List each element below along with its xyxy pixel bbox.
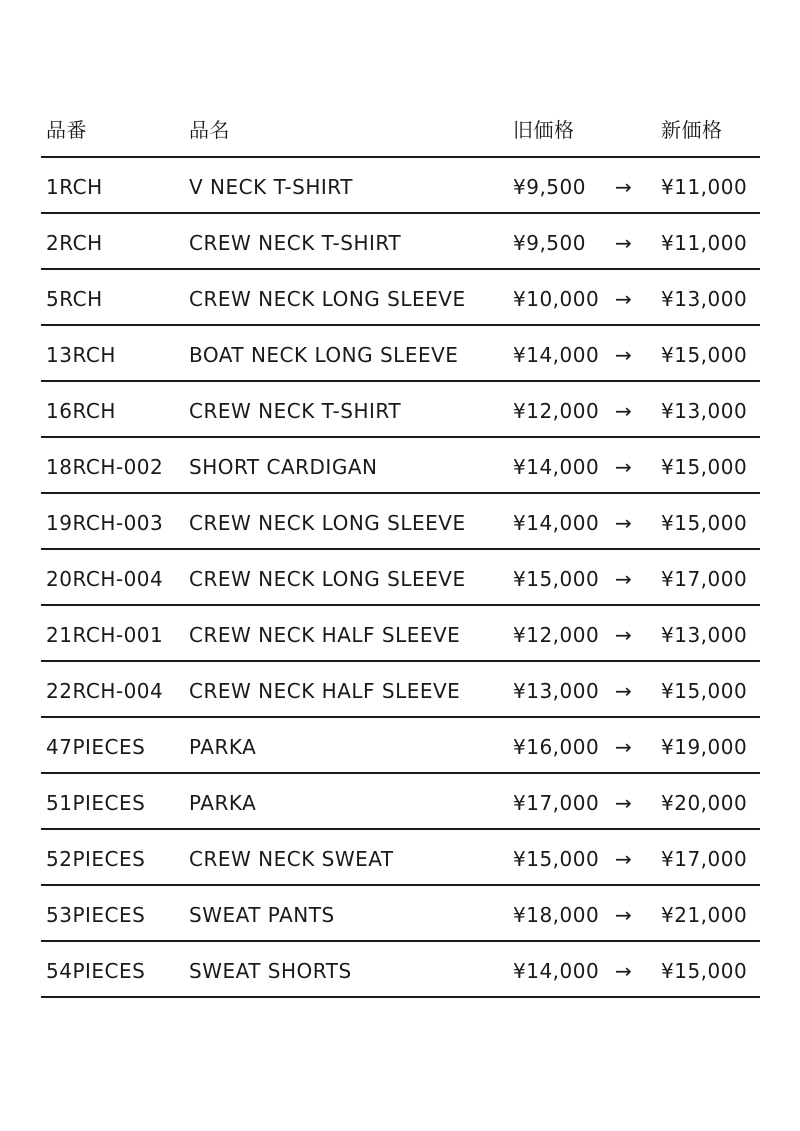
table-row	[41, 774, 760, 830]
new-price: ¥20,000	[661, 791, 748, 815]
product-code: 18RCH-002	[46, 455, 164, 479]
table-row	[41, 214, 760, 270]
arrow-icon: →	[615, 231, 633, 255]
product-code: 21RCH-001	[46, 623, 164, 647]
arrow-icon: →	[615, 959, 633, 983]
product-name: V NECK T-SHIRT	[189, 175, 353, 199]
arrow-icon: →	[615, 791, 633, 815]
table-row	[41, 886, 760, 942]
product-name: SHORT CARDIGAN	[189, 455, 378, 479]
table-row	[41, 326, 760, 382]
new-price: ¥11,000	[661, 175, 748, 199]
arrow-icon: →	[615, 455, 633, 479]
new-price: ¥13,000	[661, 623, 748, 647]
product-name: PARKA	[189, 791, 257, 815]
old-price: ¥13,000	[513, 679, 600, 703]
old-price: ¥16,000	[513, 735, 600, 759]
table-row	[41, 606, 760, 662]
price-revision-table	[41, 102, 760, 998]
arrow-icon: →	[615, 847, 633, 871]
product-code: 2RCH	[46, 231, 103, 255]
product-name: CREW NECK HALF SLEEVE	[189, 679, 461, 703]
product-code: 20RCH-004	[46, 567, 164, 591]
old-price: ¥15,000	[513, 847, 600, 871]
new-price: ¥15,000	[661, 959, 748, 983]
header-product-code: 品番	[46, 118, 87, 142]
new-price: ¥13,000	[661, 287, 748, 311]
header-new-price: 新価格	[661, 118, 723, 142]
table-row	[41, 438, 760, 494]
product-name: SWEAT PANTS	[189, 903, 335, 927]
new-price: ¥15,000	[661, 511, 748, 535]
product-name: PARKA	[189, 735, 257, 759]
old-price: ¥15,000	[513, 567, 600, 591]
product-name: CREW NECK LONG SLEEVE	[189, 511, 466, 535]
product-code: 19RCH-003	[46, 511, 164, 535]
old-price: ¥14,000	[513, 455, 600, 479]
table-row	[41, 158, 760, 214]
arrow-icon: →	[615, 399, 633, 423]
product-name: BOAT NECK LONG SLEEVE	[189, 343, 459, 367]
product-name: CREW NECK SWEAT	[189, 847, 394, 871]
table-body	[41, 158, 760, 998]
table-row	[41, 942, 760, 998]
new-price: ¥17,000	[661, 847, 748, 871]
old-price: ¥14,000	[513, 343, 600, 367]
new-price: ¥13,000	[661, 399, 748, 423]
table-row	[41, 718, 760, 774]
old-price: ¥14,000	[513, 511, 600, 535]
product-name: SWEAT SHORTS	[189, 959, 352, 983]
header-product-name: 品名	[189, 118, 230, 142]
new-price: ¥17,000	[661, 567, 748, 591]
product-name: CREW NECK LONG SLEEVE	[189, 287, 466, 311]
product-name: CREW NECK T-SHIRT	[189, 399, 402, 423]
product-code: 22RCH-004	[46, 679, 164, 703]
new-price: ¥21,000	[661, 903, 748, 927]
arrow-icon: →	[615, 343, 633, 367]
table-row	[41, 270, 760, 326]
product-code: 5RCH	[46, 287, 103, 311]
product-name: CREW NECK HALF SLEEVE	[189, 623, 461, 647]
table-row	[41, 382, 760, 438]
old-price: ¥9,500	[513, 231, 586, 255]
old-price: ¥12,000	[513, 399, 600, 423]
arrow-icon: →	[615, 567, 633, 591]
arrow-icon: →	[615, 735, 633, 759]
product-name: CREW NECK T-SHIRT	[189, 231, 402, 255]
table-row	[41, 550, 760, 606]
product-code: 16RCH	[46, 399, 116, 423]
new-price: ¥15,000	[661, 679, 748, 703]
table-row	[41, 830, 760, 886]
table-row	[41, 494, 760, 550]
old-price: ¥10,000	[513, 287, 600, 311]
table-row	[41, 662, 760, 718]
new-price: ¥15,000	[661, 455, 748, 479]
arrow-icon: →	[615, 287, 633, 311]
table-header-row	[41, 102, 760, 158]
arrow-icon: →	[615, 623, 633, 647]
old-price: ¥18,000	[513, 903, 600, 927]
product-code: 52PIECES	[46, 847, 146, 871]
old-price: ¥9,500	[513, 175, 586, 199]
product-code: 54PIECES	[46, 959, 146, 983]
product-code: 13RCH	[46, 343, 116, 367]
arrow-icon: →	[615, 511, 633, 535]
arrow-icon: →	[615, 679, 633, 703]
product-code: 51PIECES	[46, 791, 146, 815]
product-name: CREW NECK LONG SLEEVE	[189, 567, 466, 591]
header-old-price: 旧価格	[513, 118, 575, 142]
old-price: ¥17,000	[513, 791, 600, 815]
new-price: ¥19,000	[661, 735, 748, 759]
old-price: ¥14,000	[513, 959, 600, 983]
product-code: 47PIECES	[46, 735, 146, 759]
new-price: ¥11,000	[661, 231, 748, 255]
arrow-icon: →	[615, 175, 633, 199]
product-code: 1RCH	[46, 175, 103, 199]
old-price: ¥12,000	[513, 623, 600, 647]
product-code: 53PIECES	[46, 903, 146, 927]
new-price: ¥15,000	[661, 343, 748, 367]
arrow-icon: →	[615, 903, 633, 927]
